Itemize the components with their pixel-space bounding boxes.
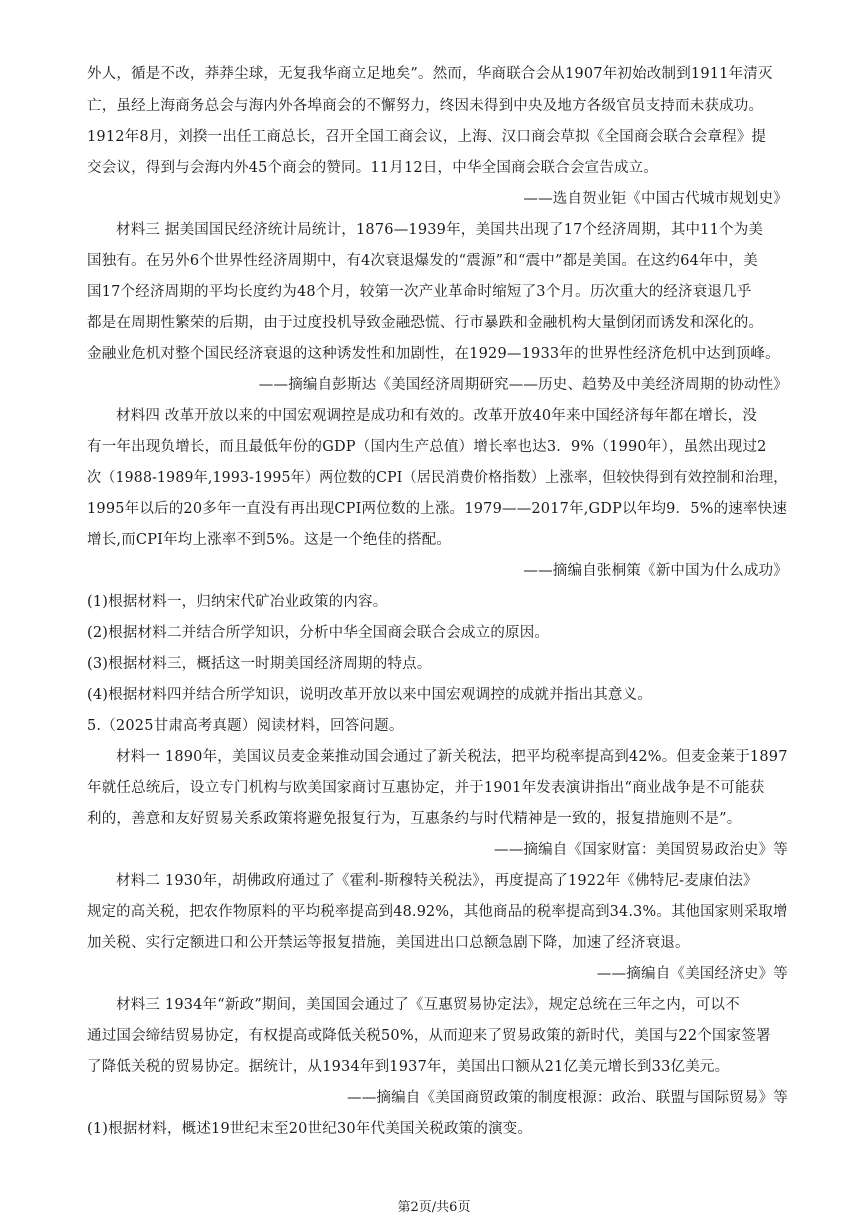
question-item: (1)根据材料，概述19世纪末至20世纪30年代美国关税政策的演变。: [87, 1121, 533, 1137]
page-number: 第2页/共6页: [397, 1200, 471, 1215]
paragraph-line: 材料四 改革开放以来的中国宏观调控是成功和有效的。改革开放40年来中国经济每年都在增长，没: [116, 408, 758, 424]
question-heading: 5.（2025甘肃高考真题）阅读材料，回答问题。: [87, 718, 404, 734]
paragraph-line: 材料三 1934年“新政”期间，美国国会通过了《互惠贸易协定法》，规定总统在三年之内，可以不: [116, 997, 740, 1013]
paragraph-line: 年就任总统后，设立专门机构与欧美国家商讨互惠协定，并于1901年发表演讲指出“商业战争是不可能获: [87, 780, 765, 796]
paragraph-line: 材料一 1890年，美国议员麦金莱推动国会通过了新关税法，把平均税率提高到42%。但麦金莱于1897: [116, 749, 788, 765]
source-citation: ——摘编自《美国经济史》等: [596, 966, 788, 982]
source-citation: ——摘编自《美国商贸政策的制度根源：政治、联盟与国际贸易》等: [347, 1090, 788, 1106]
paragraph-line: 增长,而CPI年均上涨率不到5%。这是一个绝佳的搭配。: [87, 532, 452, 548]
paragraph-line: 通过国会缔结贸易协定，有权提高或降低关税50%，从而迎来了贸易政策的新时代，美国与22个国家签署: [87, 1028, 771, 1044]
paragraph-line: 规定的高关税，把农作物原料的平均税率提高到48.92%，其他商品的税率提高到34.3%。其他国家则采取增: [87, 904, 788, 920]
paragraph-line: 金融业危机对整个国民经济衰退的这种诱发性和加剧性，在1929—1933年的世界性经济危机中达到顶峰。: [87, 346, 780, 362]
paragraph-line: 1995年以后的20多年一直没有再出现CPI两位数的上涨。1979——2017年,GDP以年均9．5%的速率快速: [87, 501, 788, 517]
paragraph-line: 交会议，得到与会海内外45个商会的赞同。11月12日，中华全国商会联合会宣告成立。: [87, 160, 659, 176]
paragraph-line: 利的，善意和友好贸易关系政策将避免报复行为，互惠条约与时代精神是一致的，报复措施则不是”。: [87, 811, 742, 827]
question-item: (3)根据材料三，概括这一时期美国经济周期的特点。: [87, 656, 432, 672]
paragraph-line: 国17个经济周期的平均长度约为48个月，较第一次产业革命时缩短了3个月。历次重大的经济衰退几乎: [87, 284, 752, 300]
question-item: (1)根据材料一，归纳宋代矿冶业政策的内容。: [87, 594, 388, 610]
paragraph-line: 外人，循是不改，莽莽尘球，无复我华商立足地矣”。然而，华商联合会从1907年初始改制到1911年清灭: [87, 66, 773, 82]
source-citation: ——摘编自张桐策《新中国为什么成功》: [523, 563, 788, 579]
paragraph-line: 加关税、实行定额进口和公开禁运等报复措施，美国进出口总额急剧下降，加速了经济衰退。: [87, 935, 690, 951]
question-item: (2)根据材料二并结合所学知识，分析中华全国商会联合会成立的原因。: [87, 625, 550, 641]
paragraph-line: 都是在周期性繁荣的后期，由于过度投机导致金融恐慌、行市暴跌和金融机构大量倒闭而诱发和深化的。: [87, 315, 764, 331]
paragraph-line: 了降低关税的贸易协定。据统计，从1934年到1937年，美国出口额从21亿美元增长到33亿美元。: [87, 1059, 730, 1075]
source-citation: ——摘编自彭斯达《美国经济周期研究——历史、趋势及中美经济周期的协动性》: [258, 377, 788, 393]
paragraph-line: 次（1988-1989年,1993-1995年）两位数的CPI（居民消费价格指数）上涨率，但较快得到有效控制和治理，: [87, 470, 788, 486]
paragraph-line: 材料二 1930年，胡佛政府通过了《霍利-斯穆特关税法》，再度提高了1922年《佛特尼-麦康伯法》: [116, 873, 758, 889]
source-citation: ——选自贺业钜《中国古代城市规划史》: [523, 191, 788, 207]
source-citation: ——摘编自《国家财富：美国贸易政治史》等: [494, 842, 788, 858]
paragraph-line: 国独有。在另外6个世界性经济周期中，有4次衰退爆发的“震源”和“震中”都是美国。在这约64年中，美: [87, 253, 758, 269]
paragraph-line: 亡，虽经上海商务总会与海内外各埠商会的不懈努力，终因未得到中央及地方各级官员支持而未获成功。: [87, 98, 764, 114]
paragraph-line: 材料三 据美国国民经济统计局统计，1876—1939年，美国共出现了17个经济周期，其中11个为美: [116, 222, 764, 238]
paragraph-line: 有一年出现负增长，而且最低年份的GDP（国内生产总值）增长率也达3．9%（1990年），虽然出现过2: [87, 439, 767, 455]
question-item: (4)根据材料四并结合所学知识，说明改革开放以来中国宏观调控的成就并指出其意义。: [87, 687, 653, 703]
paragraph-line: 1912年8月，刘揆一出任工商总长，召开全国工商会议，上海、汉口商会草拟《全国商会联合会章程》提: [87, 129, 767, 145]
